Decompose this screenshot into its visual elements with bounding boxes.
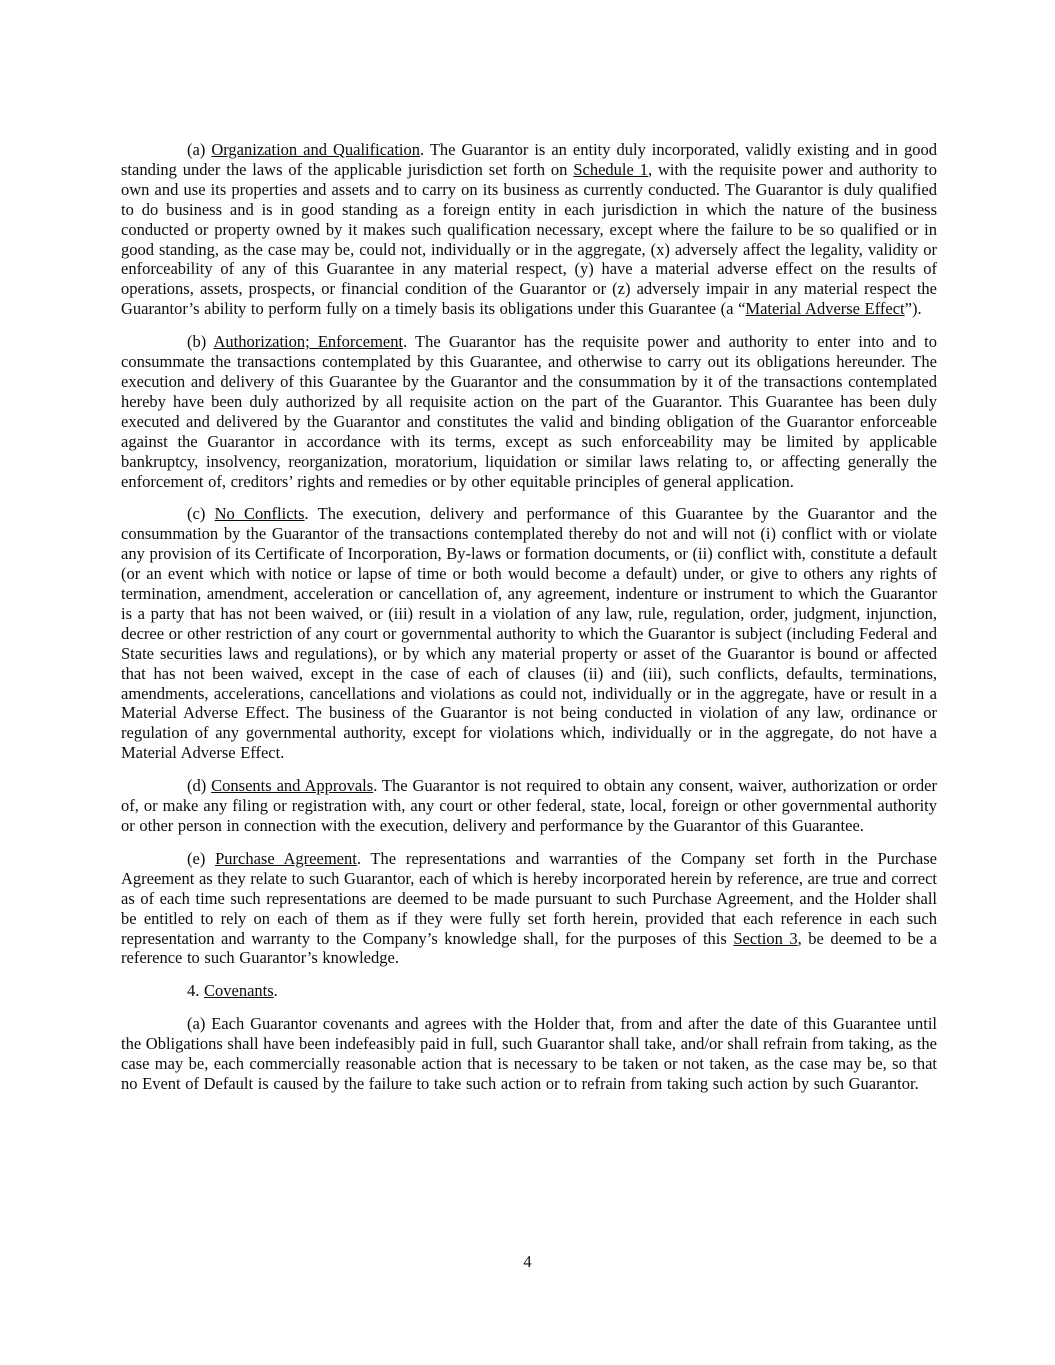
paragraph-3b-authorization-enforcement bbox=[121, 332, 937, 491]
underlined-term: Section 3 bbox=[733, 928, 798, 948]
text-run: (b) bbox=[187, 332, 214, 352]
text-run: (d) bbox=[187, 776, 212, 796]
underlined-term: Schedule 1 bbox=[573, 159, 648, 179]
text-run: , with the requisite power and authority to own and use its properties and assets and to carry on its business as currently conducted. The Guarantor is duly qualified to do business and is in good standing as a foreign entity in each jurisdiction in which the nature of the business conducted or property owned by it makes such qualification necessary, except where the failure to be so qualified or in good standing, as the case may be, could not, individually or in the aggregate, (x) adversely affect the legality, validity or enforceability of any of this Guarantee in any material respect, (y) have a material adverse effect on the results of operations, assets, prospects, or financial condition of the Guarantor or (z) adversely impair in any material respect the Guarantor’s ability to perform fully on a timely basis its obligations under this Guarantee (a “ bbox=[121, 159, 938, 319]
underlined-term: Authorization; Enforcement bbox=[213, 332, 404, 352]
text-run: . The Guarantor has the requisite power and authority to enter into and to consummate the transactions contemplated by this Guarantee, and otherwise to carry out its obligations hereunder. The execution and delivery of this Guarantee by the Guarantor and the consummation by it of the transactions contemplated hereby have been duly authorized by all requisite action on the part of the Guarantor. This Guarantee has been duly executed and delivered by the Guarantor and constitutes the valid and binding obligation of the Guarantor enforceable against the Guarantor in accordance with its terms, except as such enforceability may be limited by applicable bankruptcy, insolvency, reorganization, moratorium, liquidation or similar laws relating to, or affecting generally the enforcement of, creditors’ rights and remedies or by other equitable principles of general application. bbox=[121, 332, 937, 491]
underlined-term: Purchase Agreement bbox=[215, 848, 357, 868]
text-run: (c) bbox=[187, 504, 215, 524]
text-run: (a) Each Guarantor covenants and agrees with the Holder that, from and after the date of this Guarantee until the Obligations shall have been indefeasibly paid in full, such Guarantor shall take, and/or shall refrain from taking, as the case may be, each commercially reasonable action that is necessary to be taken or not taken, as the case may be, so that no Event of Default is caused by the failure to take such action or to refrain from taking such action by such Guarantor. bbox=[121, 1014, 937, 1093]
page-number: 4 bbox=[523, 1252, 532, 1271]
text-run: . The representations and warranties of the Company set forth in the Purchase Agreement as they relate to such Guarantor, each of which is hereby incorporated herein by reference, are true and correct as of each time such representations are deemed to be made pursuant to such Purchase Agreement, and the Holder shall be entitled to rely on each of them as if they were fully set forth herein, provided that each reference in each such representation and warranty to the Company’s knowledge shall, for the purposes of this bbox=[121, 848, 938, 948]
page-footer bbox=[0, 1252, 1055, 1272]
text-run: . The Guarantor is an entity duly incorporated, validly existing and in good standing under the laws of the applicable jurisdiction set forth on bbox=[121, 140, 937, 179]
text-run: ”). bbox=[904, 299, 922, 319]
text-run: . bbox=[273, 981, 278, 1001]
underlined-term: Consents and Approvals bbox=[211, 776, 374, 796]
paragraph-3c-no-conflicts bbox=[121, 504, 937, 763]
underlined-term: Covenants bbox=[204, 981, 274, 1001]
underlined-term: Material Adverse Effect bbox=[745, 299, 905, 319]
text-run: (a) bbox=[187, 140, 212, 159]
text-run: . The execution, delivery and performance of this Guarantee by the Guarantor and the consummation by the Guarantor of the transactions contemplated thereby do not and will not (i) conflict with or violate any provision of its Certificate of Incorporation, By-laws or formation documents, or (ii) conflict with, constitute a default (or an event which with notice or lapse of time or both would become a default) under, or give to others any rights of termination, amendment, acceleration or cancellation of, any agreement, indenture or instrument to which the Guarantor is a party that has not been waived, or (iii) result in a violation of any law, rule, regulation, order, judgment, injunction, decree or other restriction of any court or governmental authority to which the Guarantor is subject (including Federal and State securities laws and regulations), or by which any material property or asset of the Guarantor is bound or affected that has not been waived, except in the case of each of clauses (ii) and (iii), such conflicts, defaults, terminations, amendments, accelerations, cancellations and violations as could not, individually or in the aggregate, have or result in a Material Adverse Effect. The business of the Guarantor is not being conducted in violation of any law, ordinance or regulation of any governmental authority, except for violations which, individually or in the aggregate, do not have a Material Adverse Effect. bbox=[121, 504, 937, 763]
section-4-covenants-heading bbox=[121, 981, 937, 1001]
paragraph-4a-covenants bbox=[121, 1014, 937, 1094]
paragraph-3e-purchase-agreement bbox=[121, 849, 937, 968]
document-body bbox=[121, 140, 937, 1107]
paragraph-3d-consents-and-approvals bbox=[121, 776, 937, 836]
text-run: 4. bbox=[187, 981, 204, 1001]
text-run: (e) bbox=[187, 848, 216, 868]
underlined-term: No Conflicts bbox=[214, 504, 305, 524]
text-run: , be deemed to be a reference to such Guarantor’s knowledge. bbox=[121, 928, 938, 968]
underlined-term: Organization and Qualification bbox=[211, 140, 421, 159]
paragraph-3a-organization-and-qualification bbox=[121, 140, 937, 319]
text-run: . The Guarantor is not required to obtain any consent, waiver, authorization or order of, or make any filing or registration with, any court or other federal, state, local, foreign or other governmental authority or other person in connection with the execution, delivery and performance by the Guarantor of this Guarantee. bbox=[121, 776, 937, 835]
